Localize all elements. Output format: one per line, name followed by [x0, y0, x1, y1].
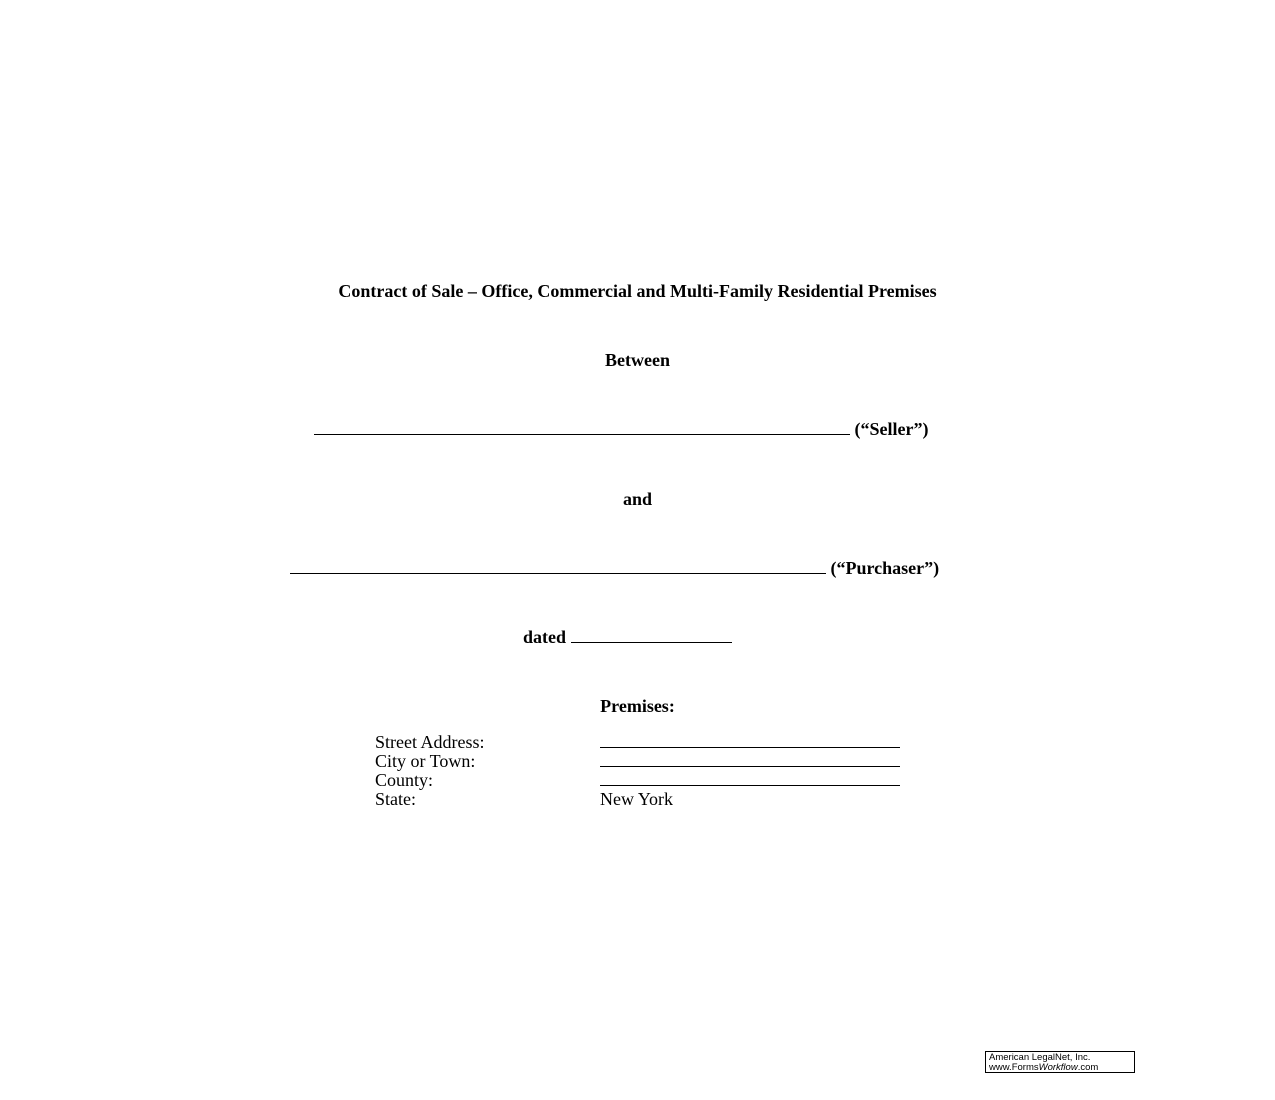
- state-row: [375, 790, 905, 809]
- publisher-footer: [985, 1051, 1135, 1073]
- county-label: County:: [375, 770, 434, 790]
- seller-name-blank[interactable]: [314, 420, 850, 435]
- purchaser-label: (“Purchaser”): [830, 558, 940, 578]
- state-value: New York: [600, 789, 674, 809]
- premises-heading: Premises:: [600, 696, 675, 716]
- url-prefix: www.Forms: [989, 1062, 1039, 1073]
- city-blank[interactable]: [600, 766, 900, 767]
- and-label: and: [622, 489, 653, 509]
- dated-label: dated: [523, 627, 567, 647]
- document-title: Contract of Sale – Office, Commercial and Multi-Family Residential Premises: [338, 281, 937, 301]
- seller-label: (“Seller”): [854, 419, 929, 439]
- between-label: Between: [605, 350, 670, 370]
- seller-line: [314, 419, 928, 440]
- street-address-blank[interactable]: [600, 747, 900, 748]
- state-label: State:: [375, 789, 416, 809]
- date-blank[interactable]: [571, 628, 732, 643]
- url-italic: Workflow: [1038, 1062, 1078, 1073]
- url-suffix: .com: [1077, 1062, 1099, 1073]
- city-label: City or Town:: [375, 751, 476, 771]
- publisher-url: [989, 1063, 1131, 1073]
- street-address-label: Street Address:: [375, 732, 485, 752]
- dated-line: [523, 627, 732, 648]
- city-row: [375, 752, 905, 771]
- street-address-row: [375, 733, 905, 752]
- purchaser-name-blank[interactable]: [290, 559, 826, 574]
- county-blank[interactable]: [600, 785, 900, 786]
- county-row: [375, 771, 905, 790]
- publisher-name: American LegalNet, Inc.: [989, 1052, 1091, 1063]
- purchaser-line: [290, 558, 939, 579]
